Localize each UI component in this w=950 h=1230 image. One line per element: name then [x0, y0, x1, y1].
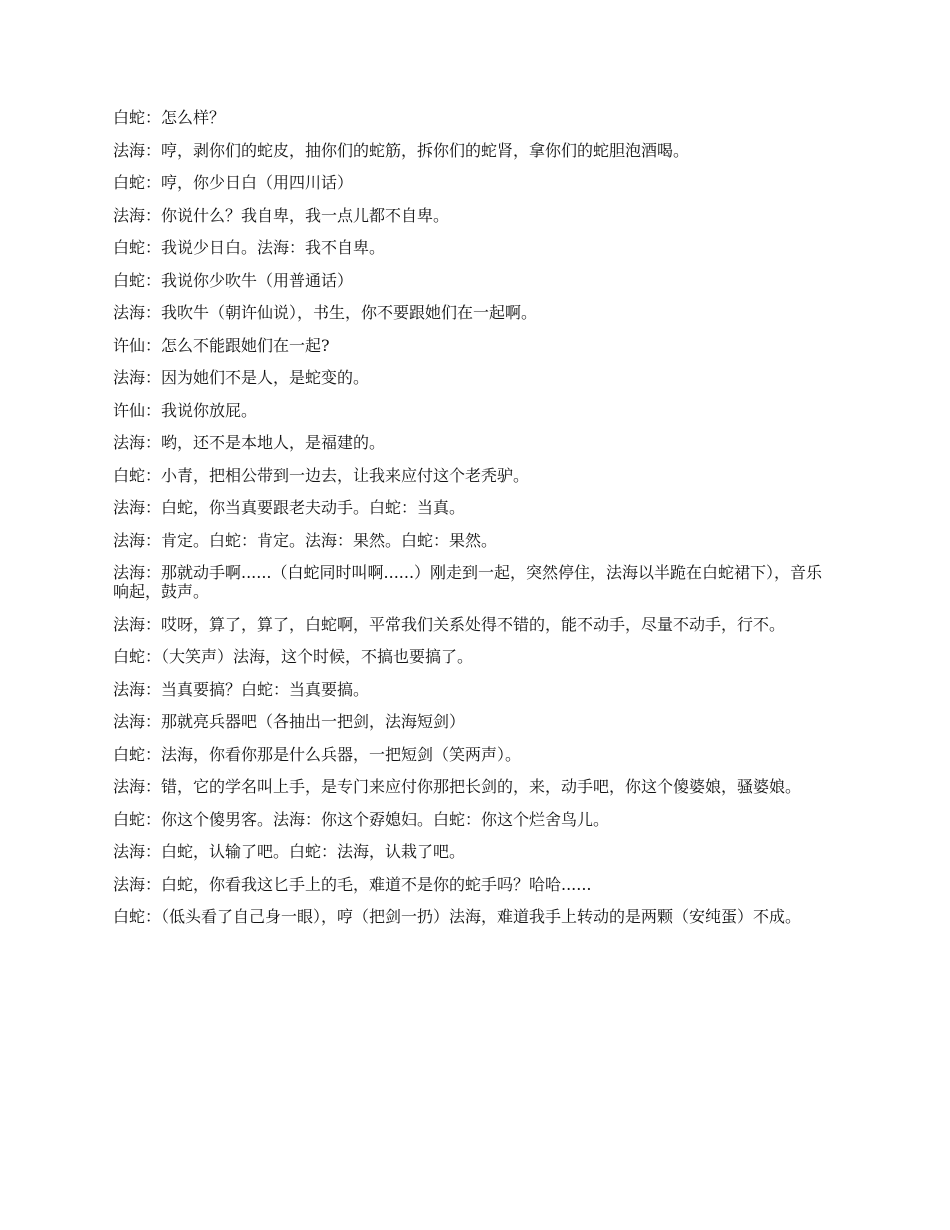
dialogue-line: 法海：哼，剥你们的蛇皮，抽你们的蛇筋，拆你们的蛇肾，拿你们的蛇胆泡酒喝。: [113, 140, 690, 160]
dialogue-line: 白蛇：我说你少吹牛（用普通话）: [113, 270, 354, 290]
dialogue-line: 许仙：我说你放屁。: [113, 400, 258, 420]
dialogue-line: 法海：我吹牛（朝许仙说），书生，你不要跟她们在一起啊。: [113, 303, 538, 322]
document-body: [113, 108, 833, 940]
dialogue-line: 白蛇：（低头看了自己身一眼），哼（把剑一扔）法海，难道我手上转动的是两颗（安纯蛋）不成。: [113, 907, 802, 926]
dialogue-line: 法海：那就动手啊......（白蛇同时叫啊......）刚走到一起，突然停住，法海以半跪在白蛇裙下），音乐响起，鼓声。: [113, 563, 823, 601]
dialogue-line: 法海：哟，还不是本地人，是福建的。: [113, 433, 386, 452]
dialogue-line: 法海：你说什么？我自卑，我一点儿都不自卑。: [113, 205, 450, 225]
dialogue-line: 白蛇：你这个傻男客。法海：你这个孬媳妇。白蛇：你这个烂舍鸟儿。: [113, 809, 610, 829]
dialogue-line: 白蛇：法海，你看你那是什么兵器，一把短剑（笑两声）。: [113, 744, 522, 764]
dialogue-line: 法海：白蛇，你看我这匕手上的毛，难道不是你的蛇手吗？哈哈......: [113, 874, 592, 894]
dialogue-line: 法海：那就亮兵器吧（各抽出一把剑，法海短剑）: [113, 712, 466, 731]
dialogue-line: 法海：白蛇，认输了吧。白蛇：法海，认栽了吧。: [113, 842, 466, 861]
dialogue-line: 法海：白蛇，你当真要跟老夫动手。白蛇：当真。: [113, 498, 466, 517]
dialogue-line: 白蛇：哼，你少日白（用四川话）: [113, 173, 354, 192]
dialogue-line: 法海：哎呀，算了，算了，白蛇啊，平常我们关系处得不错的，能不动手，尽量不动手，行不。: [113, 614, 786, 634]
dialogue-line: 法海：肯定。白蛇：肯定。法海：果然。白蛇：果然。: [113, 530, 498, 550]
dialogue-line: 白蛇：怎么样？: [113, 108, 226, 127]
dialogue-line: 许仙：怎么不能跟她们在一起?: [113, 335, 330, 355]
dialogue-line: 白蛇：（大笑声）法海，这个时候，不搞也要搞了。: [113, 647, 474, 666]
dialogue-line: 白蛇：小青，把相公带到一边去，让我来应付这个老秃驴。: [113, 465, 530, 485]
dialogue-line: 法海：当真要搞？白蛇：当真要搞。: [113, 679, 370, 699]
dialogue-line: 白蛇：我说少日白。法海：我不自卑。: [113, 238, 386, 257]
dialogue-line: 法海：因为她们不是人，是蛇变的。: [113, 368, 370, 387]
dialogue-line: 法海：错，它的学名叫上手，是专门来应付你那把长剑的，来，动手吧，你这个傻婆娘，骚婆娘。: [113, 777, 802, 796]
